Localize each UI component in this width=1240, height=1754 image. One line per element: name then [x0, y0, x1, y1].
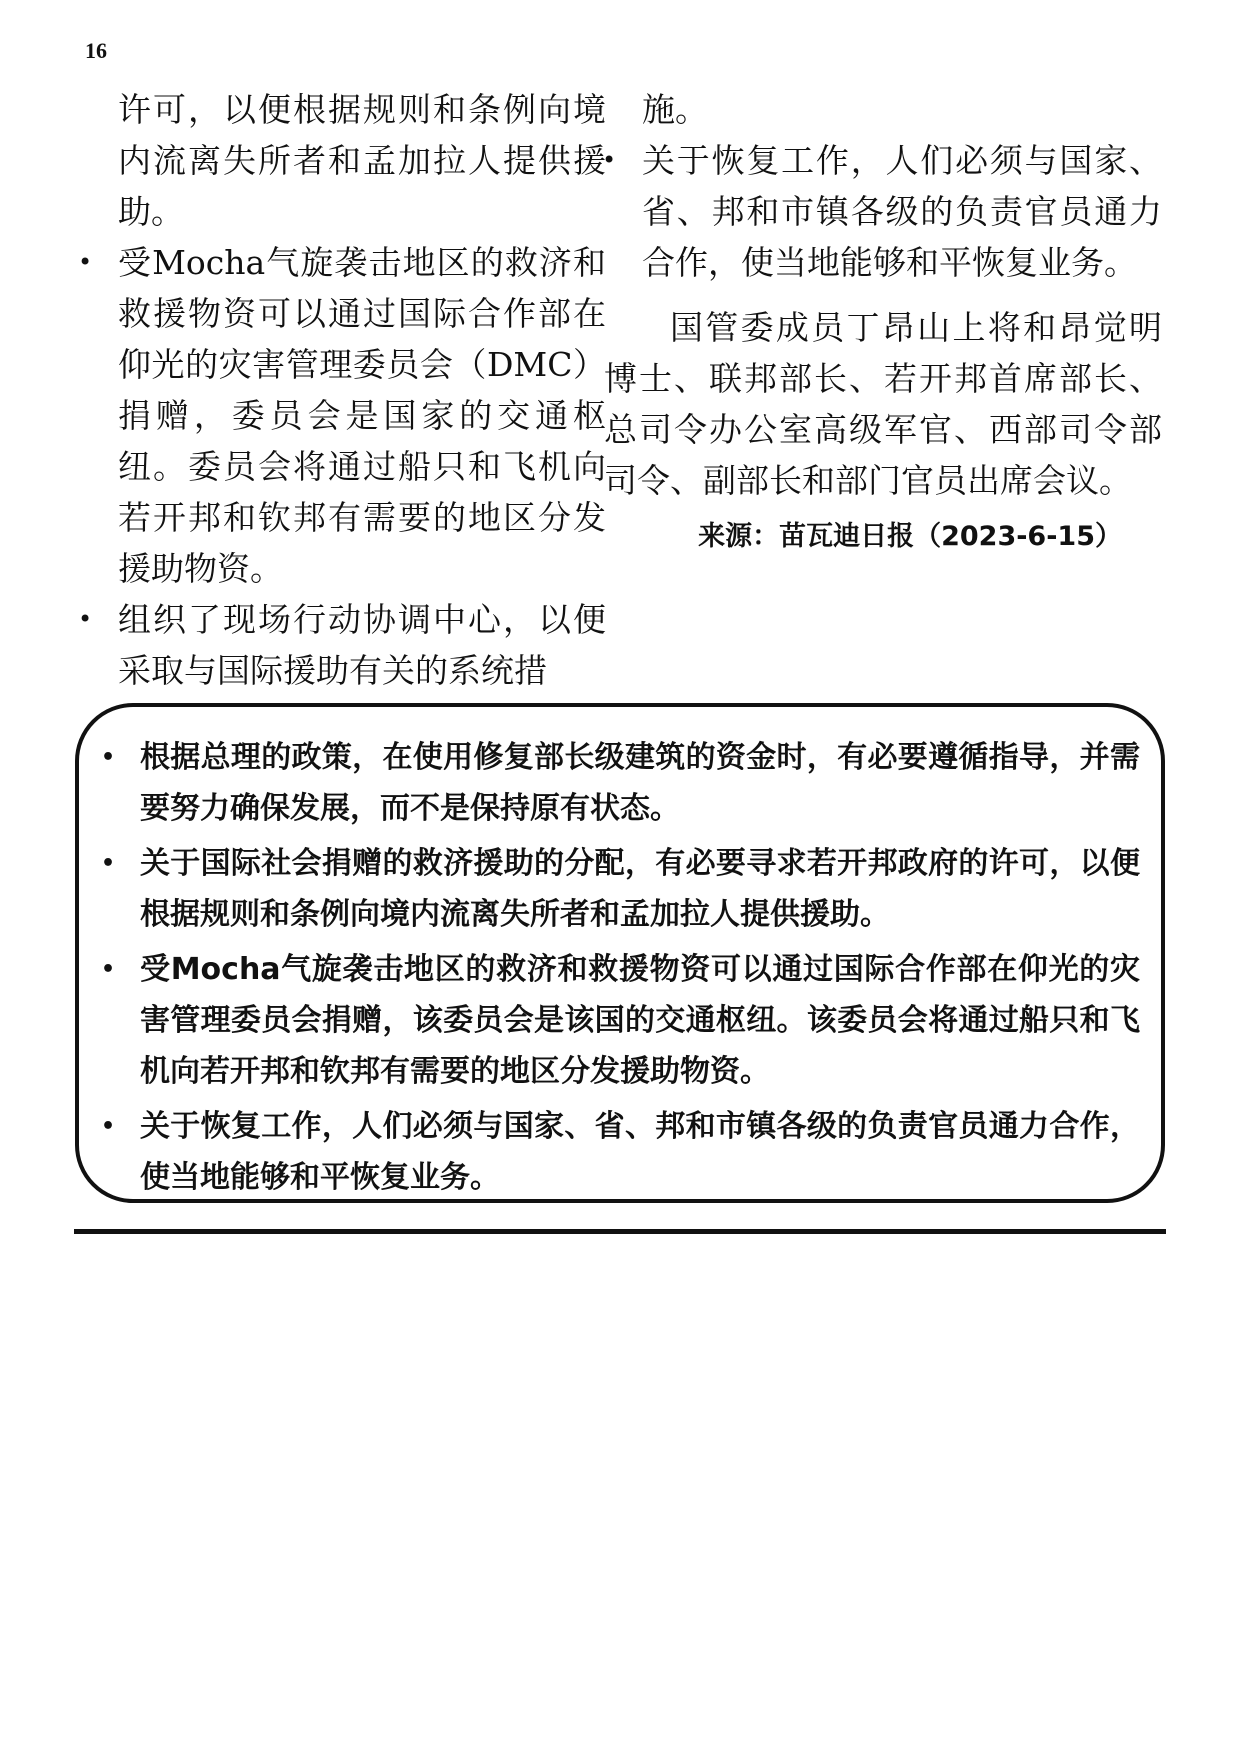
list-item	[78, 594, 606, 696]
list-item-text: 关于恢复工作，人们必须与国家、省、邦和市镇各级的负责官员通力合作，使当地能够和平恢复业务。	[642, 141, 1162, 282]
attendees-paragraph: 国管委成员丁昂山上将和昂觉明博士、联邦部长、若开邦首席部长、总司令办公室高级军官、西部司令部司令、副部长和部门官员出席会议。	[604, 308, 1162, 500]
section-divider	[74, 1229, 1166, 1234]
list-item	[101, 1101, 1140, 1203]
list-item	[602, 135, 1162, 288]
list-item-text: 根据总理的政策，在使用修复部长级建筑的资金时，有必要遵循指导，并需要努力确保发展，而不是保持原有状态。	[140, 740, 1140, 826]
left-column	[78, 84, 606, 696]
list-item	[101, 944, 1140, 1097]
right-bullet-list	[602, 135, 1162, 288]
bullet-icon: •	[101, 957, 116, 982]
bullet-icon: •	[602, 146, 617, 174]
list-item	[101, 732, 1140, 834]
list-item-text: 组织了现场行动协调中心，以便采取与国际援助有关的系统措	[118, 600, 606, 690]
bullet-icon: •	[78, 605, 93, 633]
left-continuation-text: 许可，以便根据规则和条例向境内流离失所者和孟加拉人提供援助。	[118, 90, 606, 231]
summary-bullet-list	[101, 732, 1140, 1207]
source-citation: 来源：苗瓦迪日报（2023-6-15）	[698, 521, 1122, 552]
list-item-text: 关于国际社会捐赠的救济援助的分配，有必要寻求若开邦政府的许可，以便根据规则和条例向境内流离失所者和孟加拉人提供援助。	[140, 846, 1140, 932]
list-item-text: 受Mocha气旋袭击地区的救济和救援物资可以通过国际合作部在仰光的灾害管理委员会（DMC）捐赠，委员会是国家的交通枢纽。委员会将通过船只和飞机向若开邦和钦邦有需要的地区分发援助物资。	[118, 243, 606, 588]
bullet-icon: •	[101, 1114, 116, 1139]
right-continuation-text: 施。	[642, 90, 708, 129]
bullet-icon: •	[101, 745, 116, 770]
list-item-text: 关于恢复工作，人们必须与国家、省、邦和市镇各级的负责官员通力合作，使当地能够和平恢复业务。	[140, 1109, 1140, 1195]
page-number: 16	[85, 38, 107, 63]
left-bullet-list	[78, 237, 606, 696]
right-column	[602, 84, 1162, 560]
list-item	[78, 237, 606, 594]
bullet-icon: •	[78, 248, 93, 276]
list-item-text: 受Mocha气旋袭击地区的救济和救援物资可以通过国际合作部在仰光的灾害管理委员会捐赠，该委员会是该国的交通枢纽。该委员会将通过船只和飞机向若开邦和钦邦有需要的地区分发援助物资。	[140, 952, 1140, 1089]
bullet-icon: •	[101, 851, 116, 876]
list-item	[101, 838, 1140, 940]
